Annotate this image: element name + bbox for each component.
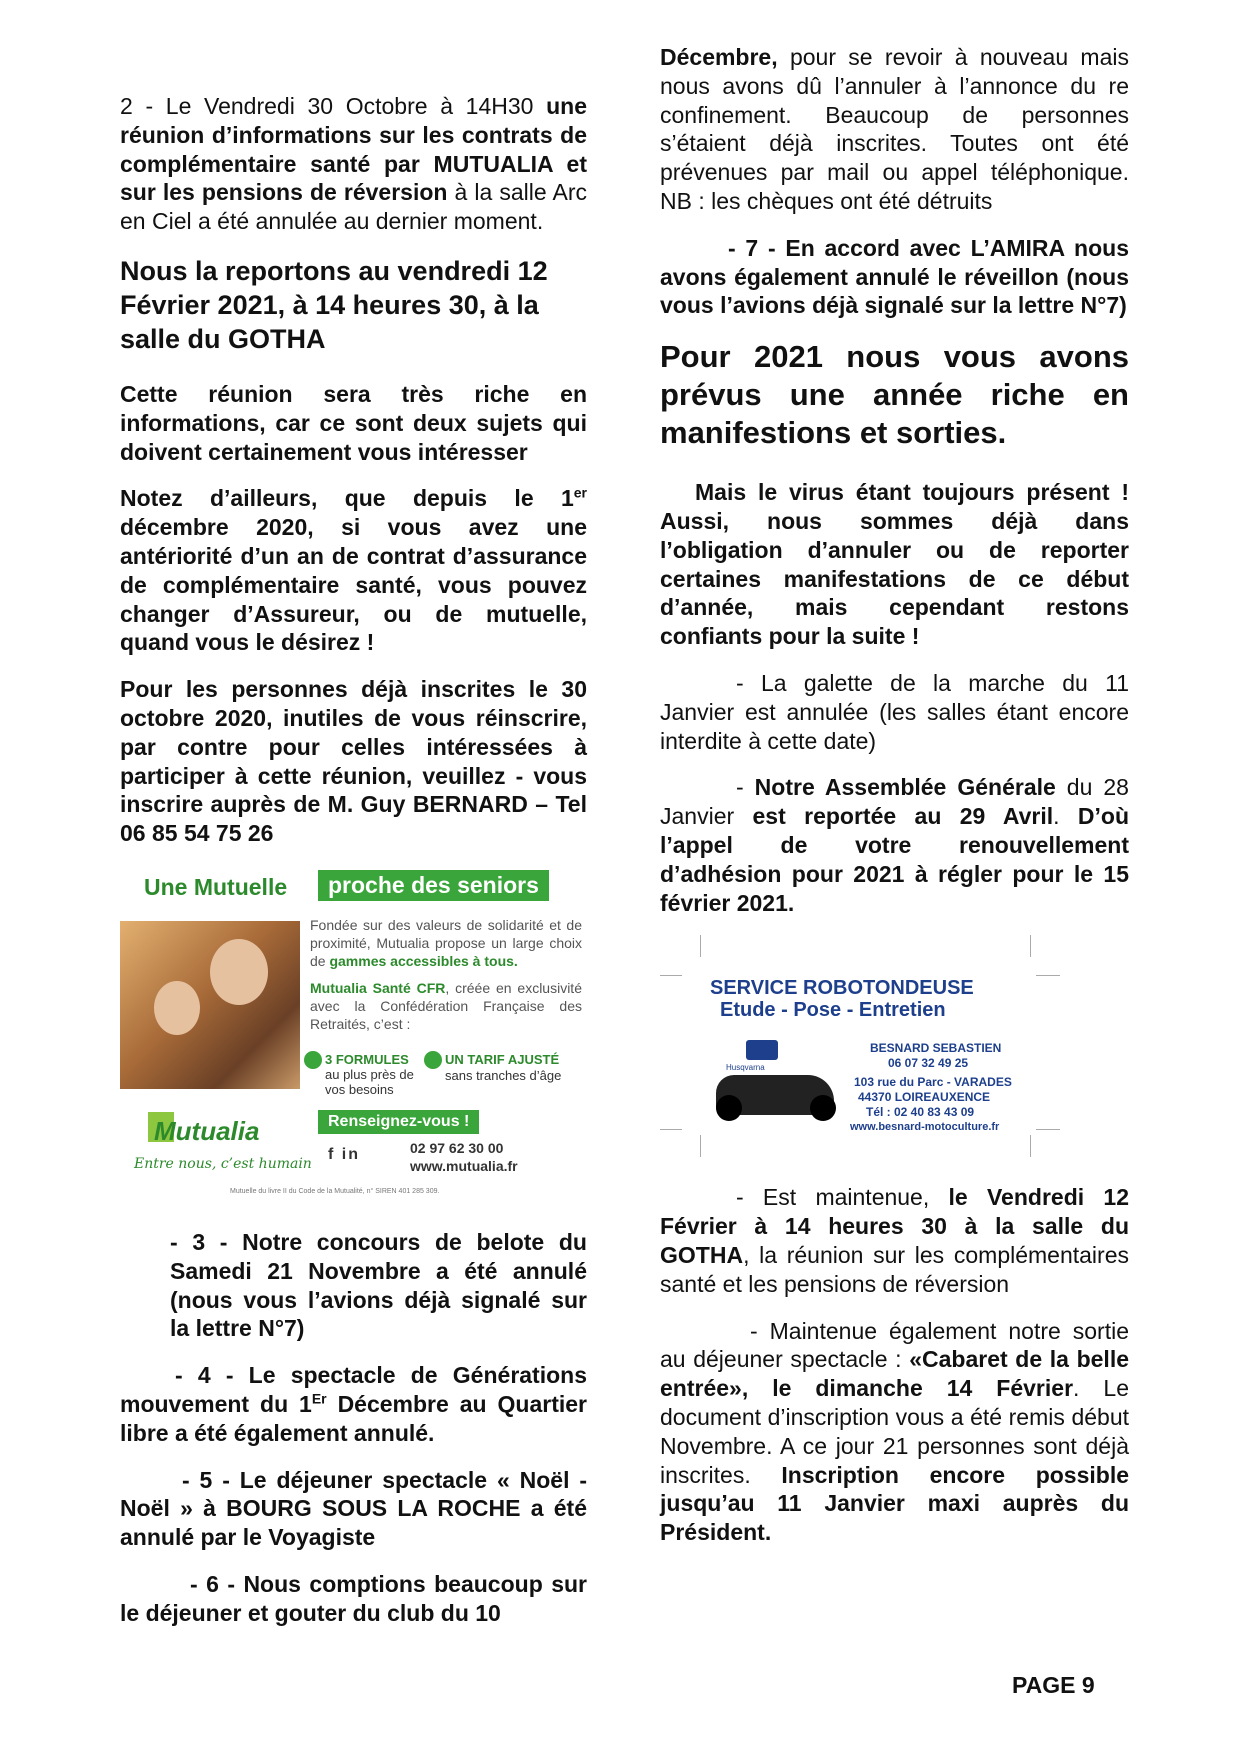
page-number: PAGE 9 [1012, 1672, 1095, 1698]
paragraph-note: Notez d’ailleurs, que depuis le 1er décembre 2020, si vous avez une antériorité d’un an de contrat d’assurance de complémentaire santé, vous pouvez changer d’Assureur, ou de mutuelle, quand vous le désirez ! [120, 484, 587, 656]
paragraph-maintained: - Est maintenue, le Vendredi 12 Février à 14 heures 30 à la salle du GOTHA, la réunion sur les complémentaires santé et les pensions de réversion [660, 1184, 1129, 1297]
mutualia-slogan: Entre nous, c’est humain [134, 1155, 312, 1172]
mutualia-banner-a: Une Mutuelle [144, 873, 288, 900]
senior-couple-photo [120, 921, 300, 1089]
formulas-icon [304, 1051, 322, 1069]
mutualia-logo: Mutualia [154, 1115, 260, 1146]
robot-ad-website: www.besnard-motoculture.fr [850, 1121, 1000, 1134]
paragraph-meeting-cancelled: 2 - Le Vendredi 30 Octobre à 14H30 une réunion d’informations sur les contrats de complémentaire santé par MUTUALIA et sur les pensions de réversion à la salle Arc en Ciel a été annulée au dernier moment. [120, 93, 587, 235]
robotondeuse-advertisement [660, 935, 1129, 1157]
heading-postponed: Nous la reportons au vendredi 12 Février 2021, à 14 heures 30, à la salle du GOTHA [120, 255, 548, 354]
paragraph-registration: Pour les personnes déjà inscrites le 30 octobre 2020, inutiles de vous réinscrire, par contre pour celles intéressées à participer à cette réunion, veuillez - vous inscrire auprès de M. Guy BERNARD – Tel 06 85 54 75 26 [120, 676, 587, 847]
feature-tariff-text: sans tranches d’âge [445, 1067, 562, 1083]
paragraph-virus: Mais le virus étant toujours présent ! Aussi, nous sommes déjà dans l’obligation d’annuler ou de reporter certaines manifestations de ce début d’année, mais cependant restons confiants pour la suite ! [660, 479, 1129, 650]
paragraph-rich-info: Cette réunion sera très riche en informations, car ce sont deux sujets qui doivent certainement vous intéresser [120, 380, 587, 465]
husqvarna-brand: Husqvarna [726, 1063, 765, 1073]
right-column [660, 43, 1129, 1565]
mutualia-website: www.mutualia.fr [410, 1157, 518, 1174]
feature-formulas-title: 3 FORMULES [325, 1051, 409, 1067]
paragraph-galette: - La galette de la marche du 11 Janvier est annulée (les salles étant encore interdite à cette date) [660, 669, 1129, 754]
heading-2021: Pour 2021 nous vous avons prévus une année riche en manifestions et sorties. [660, 339, 1129, 451]
mutualia-cfr-description: Mutualia Santé CFR, créée en exclusivité avec la Confédération Française des Retraités, c’est : [310, 979, 582, 1032]
paragraph-assembly: - Notre Assemblée Générale du 28 Janvier est reportée au 29 Avril. D’où l’appel de votre renouvellement d’adhésion pour 2021 à régler pour le 15 février 2021. [660, 774, 1129, 916]
robot-ad-name: BESNARD SEBASTIEN [870, 1041, 1002, 1056]
mutualia-legal: Mutuelle du livre II du Code de la Mutualité, n° SIREN 401 285 309. [230, 1187, 440, 1195]
tariff-icon [424, 1051, 442, 1069]
robot-ad-subtitle: Etude - Pose - Entretien [720, 999, 946, 1022]
mutualia-phone: 02 97 62 30 00 [410, 1139, 504, 1156]
paragraph-belote: - 3 - Notre concours de belote du Samedi 21 Novembre a été annulé (nous vous l’avions déjà signalé sur la lettre N°7) [170, 1228, 587, 1342]
paragraph-spectacle: - 4 - Le spectacle de Générations mouvement du 1Er Décembre au Quartier libre a été également annulé. [120, 1362, 587, 1446]
mutualia-cta: Renseignez-vous ! [318, 1110, 479, 1134]
paragraph-club: - 6 - Nous comptions beaucoup sur le déjeuner et gouter du club du 10 [120, 1570, 587, 1626]
feature-tariff-title: UN TARIF AJUSTÉ [445, 1051, 560, 1067]
robot-ad-tel: Tél : 02 40 83 43 09 [866, 1105, 975, 1120]
husqvarna-logo [746, 1040, 778, 1060]
robot-ad-address: 103 rue du Parc - VARADES [854, 1075, 1012, 1090]
feature-formulas-text: au plus près de vos besoins [325, 1066, 414, 1097]
robot-ad-title: SERVICE ROBOTONDEUSE [710, 977, 974, 1000]
paragraph-december: Décembre, pour se revoir à nouveau mais nous avons dû l’annuler à l’annonce du re confinement. Beaucoup de personnes s’étaient déjà inscrites. Toutes ont été prévenues par mail ou appel téléphonique. NB : les chèques ont été détruits [660, 44, 1129, 214]
mutualia-description: Fondée sur des valeurs de solidarité et de proximité, Mutualia propose un large choix de gammes accessibles à tous. [310, 916, 582, 969]
robot-ad-city: 44370 LOIREAUXENCE [858, 1090, 991, 1105]
social-icons: f in [328, 1145, 360, 1163]
mutualia-banner-b: proche des seniors [318, 870, 549, 901]
paragraph-amira: - 7 - En accord avec L’AMIRA nous avons également annulé le réveillon (nous vous l’avions déjà signalé sur la lettre N°7) [660, 234, 1129, 319]
left-column [120, 92, 587, 1646]
mutualia-advertisement [120, 866, 590, 1206]
paragraph-noel: - 5 - Le déjeuner spectacle « Noël - Noël » à BOURG SOUS LA ROCHE a été annulé par le Voyagiste [120, 1466, 587, 1551]
robot-ad-mobile: 06 07 32 49 25 [888, 1056, 969, 1071]
paragraph-cabaret: - Maintenue également notre sortie au déjeuner spectacle : «Cabaret de la belle entrée», le dimanche 14 Février. Le document d’inscription vous a été remis début Novembre. A ce jour 21 personnes sont déjà inscrites. Inscription encore possible jusqu’au 11 Janvier maxi auprès du Président. [660, 1317, 1130, 1546]
